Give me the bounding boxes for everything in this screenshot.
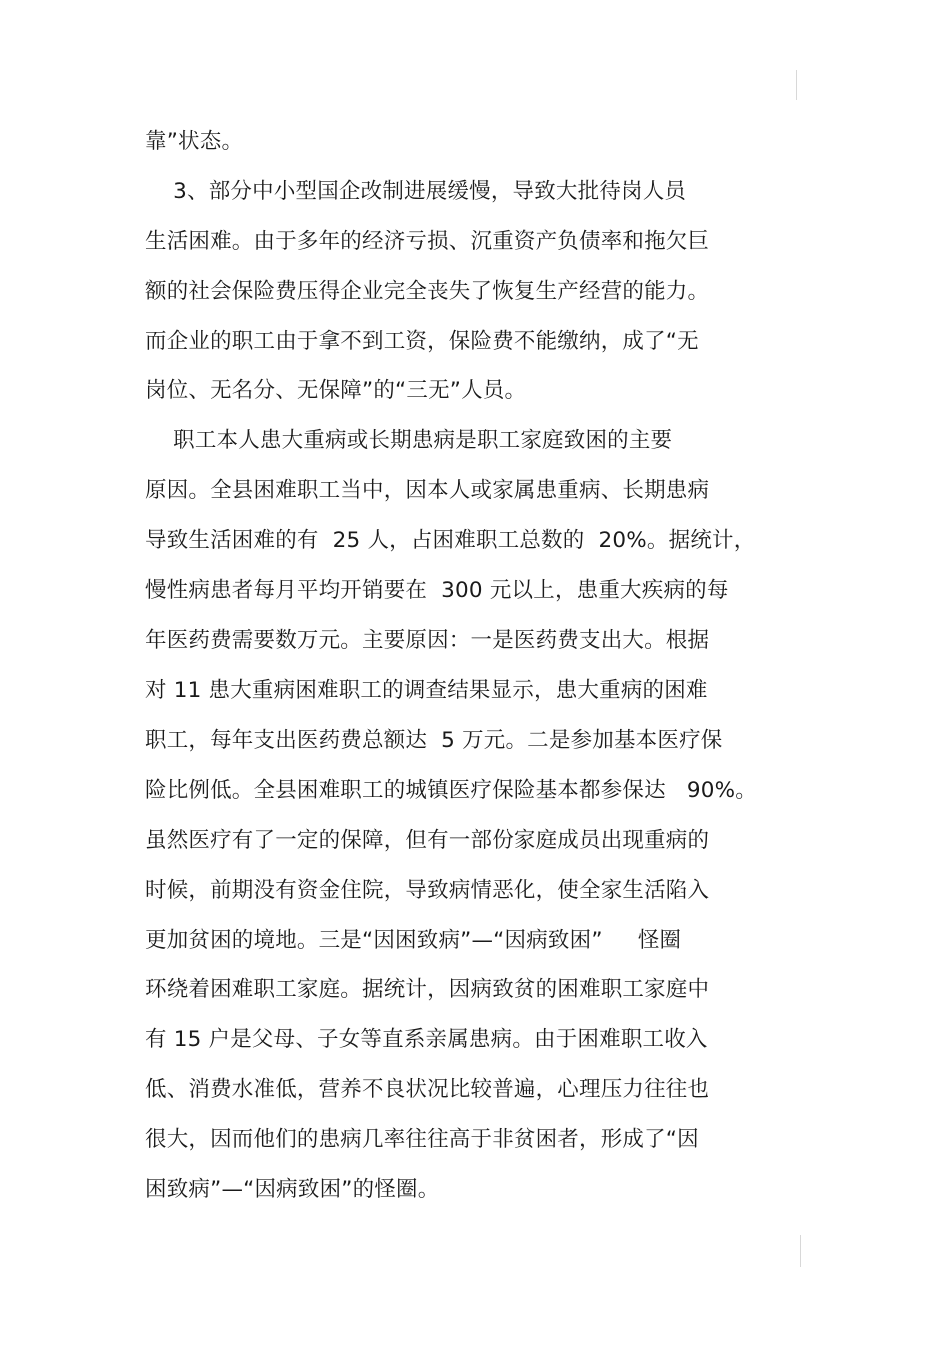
text-line-20: 低、消费水准低，营养不良状况比较普遍，心理压力往往也 bbox=[145, 1077, 710, 1102]
text-line-16: 时候，前期没有资金住院，导致病情恶化，使全家生活陷入 bbox=[145, 878, 710, 903]
text-line-10: 慢性病患者每月平均开销要在 300 元以上，患重大疾病的每 bbox=[145, 578, 729, 603]
text-line-11: 年医药费需要数万元。主要原因：一是医药费支出大。根据 bbox=[145, 628, 710, 653]
text-line-1: 靠”状态。 bbox=[145, 129, 244, 154]
text-line-21: 很大，因而他们的患病几率往往高于非贫困者，形成了“因 bbox=[145, 1127, 699, 1152]
text-line-19: 有 15 户是父母、子女等直系亲属患病。由于困难职工收入 bbox=[145, 1027, 708, 1052]
text-line-15: 虽然医疗有了一定的保障，但有一部份家庭成员出现重病的 bbox=[145, 828, 710, 853]
text-line-4: 额的社会保险费压得企业完全丧失了恢复生产经营的能力。 bbox=[145, 279, 710, 304]
text-line-17: 更加贫困的境地。三是“因困致病”—“因病致困” 怪圈 bbox=[145, 928, 682, 953]
text-line-2: 3、部分中小型国企改制进展缓慢，导致大批待岗人员 bbox=[145, 179, 687, 204]
margin-mark-bottom bbox=[800, 1235, 801, 1267]
text-line-6: 岗位、无名分、无保障”的“三无”人员。 bbox=[145, 378, 527, 403]
text-line-8: 原因。全县困难职工当中，因本人或家属患重病、长期患病 bbox=[145, 478, 710, 503]
text-line-5: 而企业的职工由于拿不到工资，保险费不能缴纳，成了“无 bbox=[145, 329, 699, 354]
text-line-3: 生活困难。由于多年的经济亏损、沉重资产负债率和拖欠巨 bbox=[145, 229, 710, 254]
text-line-7: 职工本人患大重病或长期患病是职工家庭致困的主要 bbox=[145, 428, 673, 453]
margin-mark-top bbox=[796, 70, 797, 100]
text-line-22: 困致病”—“因病致困”的怪圈。 bbox=[145, 1177, 440, 1202]
text-line-9: 导致生活困难的有 25 人，占困难职工总数的 20%。据统计， bbox=[145, 528, 756, 553]
text-line-13: 职工，每年支出医药费总额达 5 万元。二是参加基本医疗保 bbox=[145, 728, 723, 753]
text-line-12: 对 11 患大重病困难职工的调查结果显示，患大重病的困难 bbox=[145, 678, 708, 703]
text-line-14: 险比例低。全县困难职工的城镇医疗保险基本都参保达 90%。 bbox=[145, 778, 757, 803]
text-line-18: 环绕着困难职工家庭。据统计，因病致贫的困难职工家庭中 bbox=[145, 977, 710, 1002]
